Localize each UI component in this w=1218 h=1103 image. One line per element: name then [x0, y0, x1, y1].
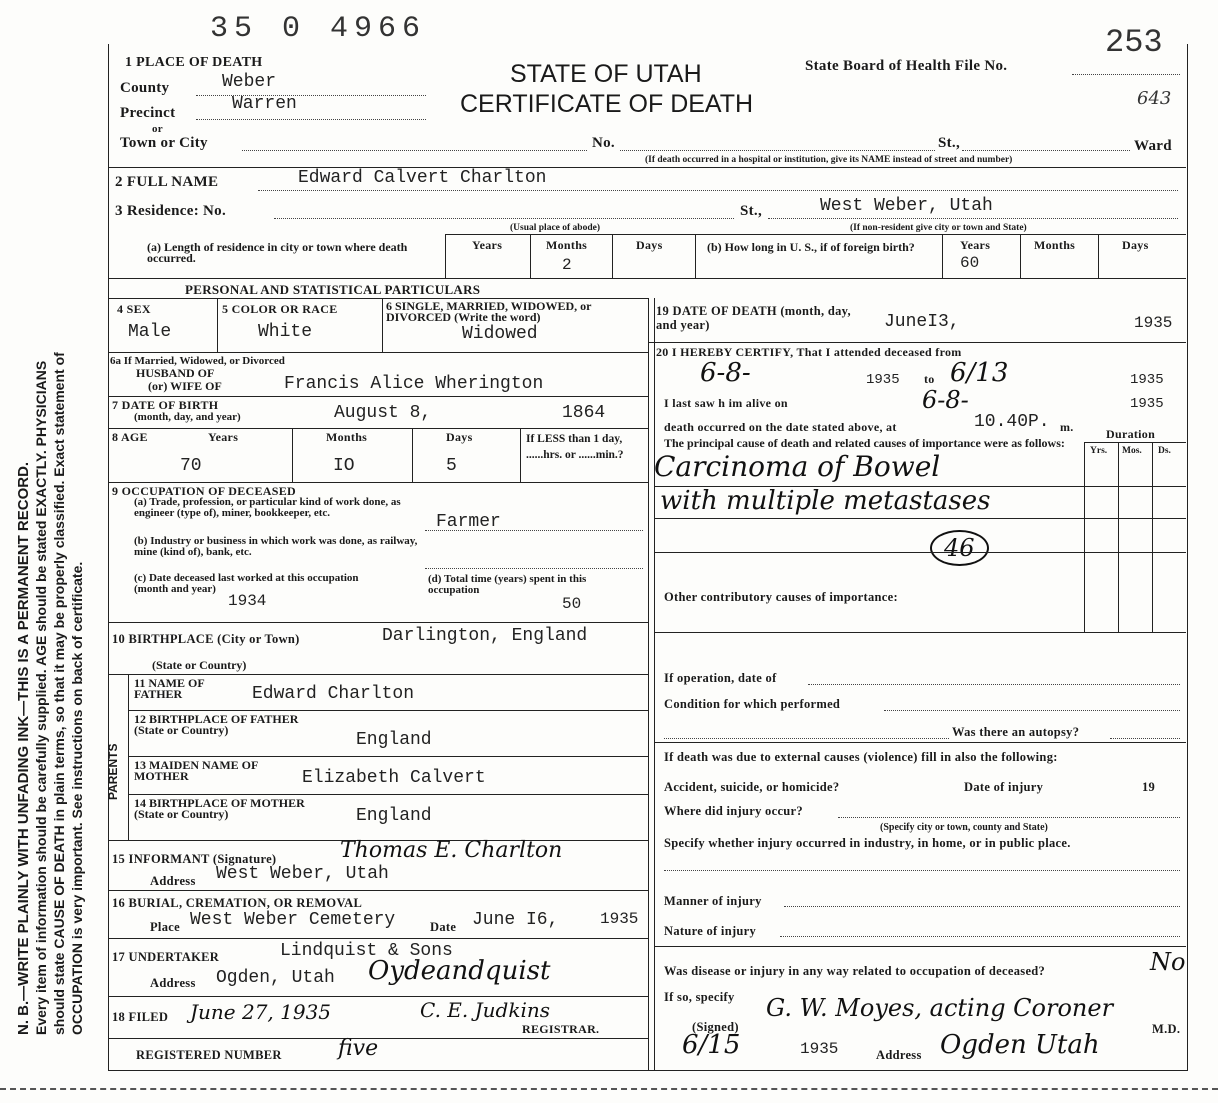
last-saw-label: I last saw h im alive on [664, 396, 788, 410]
duration-header: Duration [1106, 427, 1156, 441]
usual-abode-note: (Usual place of abode) [510, 223, 600, 233]
age-years-value: 70 [180, 456, 202, 476]
md-label: M.D. [1152, 1022, 1181, 1036]
manner-injury-label: Manner of injury [664, 894, 762, 908]
st-label: St., [938, 135, 961, 151]
signed-label: (Signed) [692, 1020, 739, 1034]
occupation-value: Farmer [436, 512, 501, 532]
informant-signature: Thomas E. Charlton [340, 838, 563, 863]
cause-line-1: Carcinoma of Bowel [654, 450, 941, 483]
county-label: County [120, 80, 170, 96]
informant-label: 15 INFORMANT (Signature) [112, 852, 277, 866]
parents-label: PARENTS [106, 743, 120, 800]
birthplace-label: 10 BIRTHPLACE (City or Town) [112, 632, 300, 646]
undertaker-signature: Oydeandquist [368, 956, 551, 986]
county-value: Weber [222, 72, 277, 92]
less-than-label: If LESS than 1 day, ......hrs. or ......min.? [526, 433, 624, 461]
filed-label: 18 FILED [112, 1010, 169, 1024]
margin-note-2: Every item of information should be carefully supplied. AGE should be stated EXACTLY. PHYSICIANS [33, 360, 49, 1035]
burial-date-label: Date [430, 920, 457, 934]
personal-heading: PERSONAL AND STATISTICAL PARTICULARS [185, 282, 481, 297]
age-months-header: Months [326, 430, 368, 444]
death-time-label: death occurred on the date stated above, at [664, 420, 897, 434]
injury-date-label: Date of injury [964, 780, 1044, 794]
certify-label: 20 I HEREBY CERTIFY, That I attended deceased from [656, 345, 962, 359]
foreign-birth-label: (b) How long in U. S., if of foreign birth? [707, 240, 915, 254]
registrar-label: REGISTRAR. [522, 1022, 600, 1036]
mother-value: Elizabeth Calvert [302, 768, 486, 788]
res-months-value: 2 [562, 256, 572, 274]
sex-label: 4 SEX [117, 302, 151, 316]
signature-address-label: Address [876, 1048, 922, 1062]
signature-year: 1935 [800, 1040, 839, 1058]
us-years-value: 60 [960, 254, 980, 272]
principal-cause-label: The principal cause of death and related causes of importance were as follows: [664, 436, 1065, 450]
occupation-related-answer: No [1150, 948, 1186, 976]
residence-value: West Weber, Utah [820, 196, 993, 216]
full-name-label: 2 FULL NAME [115, 174, 219, 190]
signature-date: 6/15 [682, 1030, 741, 1060]
dob-sub-label: (month, day, and year) [134, 411, 241, 423]
occupation-related-label: Was disease or injury in any way related to occupation of deceased? [664, 964, 1046, 978]
serial-number: 35 0 4966 [210, 12, 427, 46]
occupation-c-label: (c) Date deceased last worked at this occupation (month and year) [134, 572, 359, 595]
occupation-d-label: (d) Total time (years) spent in this occupation [428, 573, 587, 596]
attended-from: 6-8- [700, 358, 751, 388]
nature-injury-label: Nature of injury [664, 924, 757, 938]
dob-value: August 8, [334, 403, 432, 423]
date-of-death-year: 1935 [1134, 314, 1173, 332]
occupation-d-value: 50 [562, 595, 582, 613]
injury-year-prefix: 19 [1142, 780, 1156, 794]
attended-to: 6/13 [950, 358, 1009, 388]
spouse-label-2: HUSBAND OF [136, 366, 215, 380]
residence-label: 3 Residence: No. [115, 203, 227, 219]
us-months-header: Months [1034, 238, 1076, 252]
undertaker-address-label: Address [150, 976, 196, 990]
res-days-header: Days [636, 238, 663, 252]
cause-line-2: with multiple metastases [660, 486, 991, 516]
age-months-value: IO [333, 456, 355, 476]
death-time-value: 10.40P. [974, 412, 1050, 432]
res-months-header: Months [546, 238, 588, 252]
specify-injury-label: Specify whether injury occurred in industry, in home, or in public place. [664, 836, 1071, 850]
attended-to-year: 1935 [1130, 372, 1164, 388]
certifier-signature: G. W. Moyes, acting Coroner [766, 994, 1114, 1022]
burial-place-label: Place [150, 920, 180, 934]
last-saw-year: 1935 [1130, 396, 1164, 412]
date-of-death-label: 19 DATE OF DEATH (month, day, and year) [656, 304, 851, 332]
res-years-header: Years [472, 238, 503, 252]
title-certificate: CERTIFICATE OF DEATH [460, 90, 754, 118]
burial-label: 16 BURIAL, CREMATION, OR REMOVAL [112, 896, 363, 910]
file-number-handwritten: 643 [1137, 88, 1172, 109]
undertaker-value: Lindquist & Sons [280, 941, 453, 961]
hospital-note: (If death occurred in a hospital or institution, give its NAME instead of street and number) [645, 155, 1013, 165]
mother-birthplace-value: England [356, 806, 432, 826]
residence-st-label: St., [740, 203, 763, 219]
residence-length-label: (a) Length of residence in city or town where death occurred. [147, 240, 408, 265]
where-injury-label: Where did injury occur? [664, 804, 803, 818]
precinct-value: Warren [232, 94, 297, 114]
father-birthplace-label: 12 BIRTHPLACE OF FATHER (State or Country) [134, 712, 299, 737]
age-days-value: 5 [446, 456, 457, 476]
autopsy-label: Was there an autopsy? [952, 725, 1080, 739]
occupation-a-label: (a) Trade, profession, or particular kind of work done, as engineer (type of), miner, bookkeeper, etc. [134, 496, 401, 519]
occupation-b-label: (b) Industry or business in which work was done, as railway, mine (kind of), bank, etc. [134, 535, 418, 558]
father-label: 11 NAME OF FATHER [134, 676, 205, 701]
town-label: Town or City [120, 135, 208, 151]
file-stamp: 253 [1105, 24, 1163, 61]
operation-label: If operation, date of [664, 671, 777, 685]
dob-year: 1864 [562, 403, 606, 423]
filed-value: June 27, 1935 [190, 1000, 332, 1024]
burial-date-value: June I6, [472, 910, 559, 930]
external-causes-label: If death was due to external causes (violence) fill in also the following: [664, 750, 1058, 764]
marital-label: 6 SINGLE, MARRIED, WIDOWED, or DIVORCED (Write the word) [386, 299, 592, 324]
signature-address-value: Ogden Utah [940, 1030, 1100, 1060]
informant-address-value: West Weber, Utah [216, 864, 389, 884]
margin-note-1: N. B.—WRITE PLAINLY WITH UNFADING INK—THIS IS A PERMANENT RECORD. [15, 461, 32, 1035]
us-years-header: Years [960, 238, 991, 252]
ward-label: Ward [1134, 138, 1172, 154]
registered-number-label: REGISTERED NUMBER [136, 1048, 282, 1062]
us-days-header: Days [1122, 238, 1149, 252]
spouse-value: Francis Alice Wherington [284, 374, 544, 394]
father-birthplace-value: England [356, 730, 432, 750]
margin-note-3: should state CAUSE OF DEATH in plain terms, so that it may be properly classified. Exact statement of [51, 352, 67, 1035]
last-saw-value: 6-8- [922, 386, 969, 414]
place-heading: 1 PLACE OF DEATH [125, 55, 263, 70]
birthplace-value: Darlington, England [382, 626, 588, 646]
full-name-value: Edward Calvert Charlton [298, 168, 547, 188]
undertaker-label: 17 UNDERTAKER [112, 950, 220, 964]
undertaker-address-value: Ogden, Utah [216, 968, 335, 988]
color-value: White [258, 322, 313, 342]
accident-label: Accident, suicide, or homicide? [664, 780, 840, 794]
occupation-c-value: 1934 [228, 592, 267, 610]
father-value: Edward Charlton [252, 684, 415, 704]
condition-label: Condition for which performed [664, 697, 841, 711]
title-state: STATE OF UTAH [510, 60, 702, 88]
no-label: No. [592, 135, 615, 151]
spouse-label-3: (or) WIFE OF [148, 379, 222, 393]
duration-mos-header: Mos. [1122, 446, 1142, 456]
board-file-label: State Board of Health File No. [805, 58, 1008, 74]
occupation-label: 9 OCCUPATION OF DECEASED [112, 484, 296, 498]
mother-label: 13 MAIDEN NAME OF MOTHER [134, 758, 258, 783]
age-years-header: Years [208, 430, 239, 444]
duration-ds-header: Ds. [1158, 446, 1171, 456]
attended-to-label: to [924, 372, 935, 386]
margin-note-4: OCCUPATION is very important. See instructions on back of certificate. [69, 561, 85, 1035]
sex-value: Male [128, 322, 172, 342]
age-label: 8 AGE [112, 430, 148, 444]
where-injury-note: (Specify city or town, county and State) [880, 822, 1048, 833]
other-causes-label: Other contributory causes of importance: [664, 590, 898, 604]
birthplace-state-label: (State or Country) [152, 658, 247, 672]
age-days-header: Days [446, 430, 473, 444]
death-time-m: m. [1060, 420, 1074, 434]
precinct-label: Precinct [120, 105, 176, 121]
if-so-label: If so, specify [664, 990, 735, 1004]
dob-label: 7 DATE OF BIRTH [112, 398, 219, 412]
attended-from-year: 1935 [866, 372, 900, 388]
burial-place-value: West Weber Cemetery [190, 910, 396, 930]
nonresident-note: (If non-resident give city or town and State) [850, 223, 1027, 233]
marital-value: Widowed [462, 324, 538, 344]
cause-code: 46 [930, 530, 989, 566]
duration-yrs-header: Yrs. [1090, 446, 1108, 456]
burial-year-value: 1935 [600, 910, 639, 928]
or-label: or [152, 123, 163, 135]
mother-birthplace-label: 14 BIRTHPLACE OF MOTHER (State or Country) [134, 796, 305, 821]
color-label: 5 COLOR OR RACE [222, 302, 338, 316]
registered-number-value: five [338, 1036, 379, 1061]
informant-address-label: Address [150, 874, 196, 888]
registrar-signature: C. E. Judkins [420, 998, 550, 1022]
date-of-death-value: JuneI3, [884, 312, 960, 332]
spouse-label-1: 6a If Married, Widowed, or Divorced [110, 355, 285, 367]
